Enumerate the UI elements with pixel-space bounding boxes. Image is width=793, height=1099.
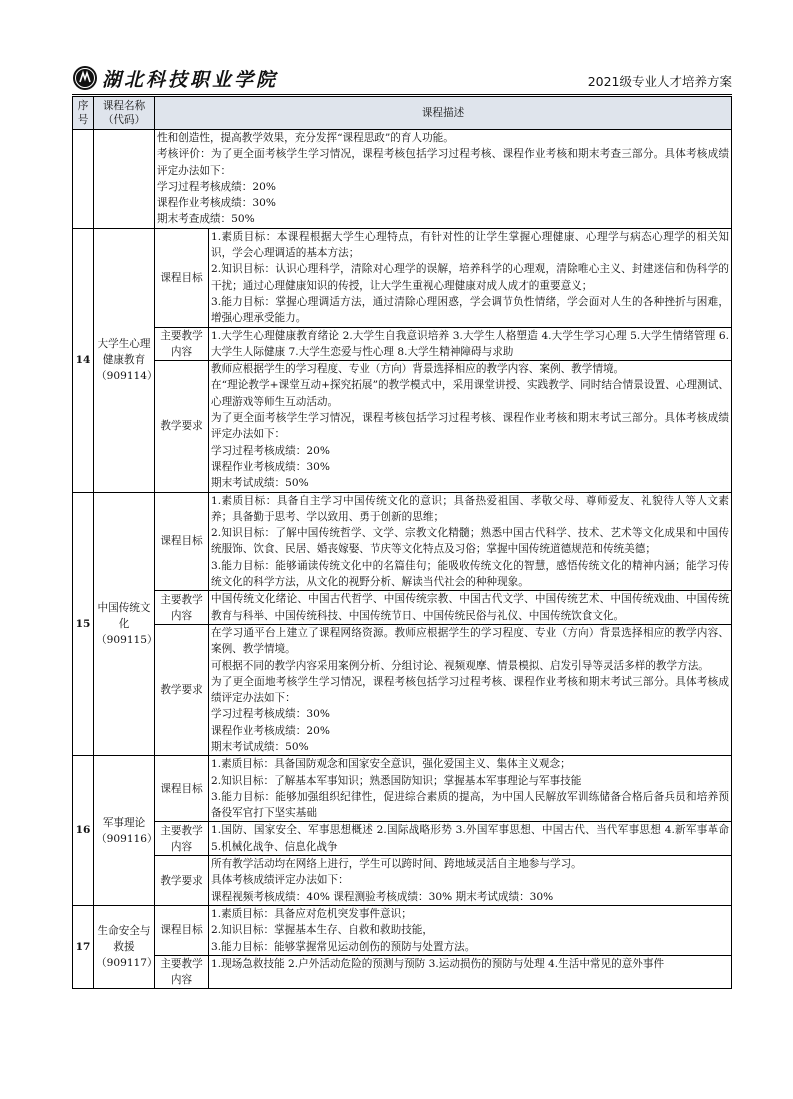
desc-line: 可根据不同的教学内容采用案例分析、分组讨论、视频观摩、情景模拟、启发引导等灵活多样的教学方法。 <box>211 659 709 672</box>
desc-line: 考核评价：为了更全面考核学生学习情况，课程考核包括学习过程考核、课程作业考核和期末考查三部分。具体考核成绩评定办法如下： <box>157 148 729 177</box>
desc-line: 2.知识目标：了解基本军事知识；熟悉国防知识；掌握基本军事理论与军事技能 <box>211 774 582 787</box>
desc-line: 课程视频考核成绩：40% 课程测验考核成绩：30% 期末考试成绩：30% <box>211 890 554 903</box>
school-logo <box>72 64 278 92</box>
row-label: 主要教学内容 <box>155 591 209 625</box>
course-name: 生命安全与救援 <box>97 924 151 953</box>
row-label: 课程目标 <box>155 228 209 327</box>
desc-line: 2.知识目标：了解中国传统哲学、文学、宗教文化精髓；熟悉中国古代科学、技术、艺术等文化成果和中国传统服饰、饮食、民居、婚丧嫁娶、节庆等文化特点及习俗；掌握中国传统道德规范和传统美德； <box>211 527 729 556</box>
row-desc <box>209 624 732 755</box>
row-label: 主要教学内容 <box>155 327 209 361</box>
desc-line: 1.国防、国家安全、军事思想概述 2.国际战略形势 3.外国军事思想、中国古代、当代军事思想 4.新军事革命 5.机械化战争、信息化战争 <box>211 824 729 853</box>
desc-line: 为了更全面考核学生学习情况，课程考核包括学习过程考核、课程作业考核和期末考试三部分。具体考核成绩评定办法如下： <box>211 412 729 441</box>
row-desc <box>209 856 732 906</box>
desc-line: 3.能力目标：能够掌握常见运动创伤的预防与处置方法。 <box>211 940 476 953</box>
table-row <box>73 955 732 988</box>
table-row <box>73 228 732 327</box>
desc-line: 在“理论教学+课堂互动+探究拓展”的教学模式中，采用课堂讲授、实践教学、同时结合情景设置、心理测试、心理游戏等师生互动活动。 <box>211 379 729 408</box>
page-header <box>72 64 732 94</box>
row-desc <box>209 905 732 955</box>
desc-line: 学习过程考核成绩：20% <box>211 444 330 457</box>
course-number: 15 <box>73 492 94 756</box>
desc-line: 1.大学生心理健康教育绪论 2.大学生自我意识培养 3.大学生人格塑造 4.大学生学习心理 5.大学生情绪管理 6.大学生人际健康 7.大学生恋爱与性心理 8.大学生精神障碍与求助 <box>211 329 729 358</box>
row-desc <box>209 361 732 492</box>
course-code: （909116） <box>96 832 158 845</box>
desc-line: 教师应根据学生的学习程度、专业（方向）背景选择相应的教学内容、案例、教学情境。 <box>211 363 625 376</box>
desc-line: 3.能力目标：能够加强组织纪律性，促进综合素质的提高，为中国人民解放军训练储备合格后备兵员和培养预备役军官打下坚实基础 <box>211 790 729 820</box>
desc-line: 中国传统文化绪论、中国古代哲学、中国传统宗教、中国古代文学、中国传统艺术、中国传统戏曲、中国传统教育与科举、中国传统科技、中国传统节日、中国传统民俗与礼仪、中国传统饮食文化。 <box>211 593 729 622</box>
header-rule <box>72 94 732 95</box>
row-desc <box>209 756 732 822</box>
table-row <box>73 822 732 856</box>
table-body <box>73 130 732 989</box>
desc-line: 3.能力目标：能够诵读传统文化中的名篇佳句；能吸收传统文化的智慧，感悟传统文化的精神内涵；能学习传统文化的科学方法，从文化的视野分析、解读当代社会的种种现象。 <box>211 559 729 589</box>
course-number: 17 <box>73 905 94 988</box>
course-number: 14 <box>73 228 94 492</box>
table-row <box>73 130 732 229</box>
row-label: 教学要求 <box>155 856 209 906</box>
desc-line: 1.素质目标：本课程根据大学生心理特点，有针对性的让学生掌握心理健康、心理学与病态心理学的相关知识，学会心理调适的基本方法； <box>211 230 729 260</box>
row-label: 教学要求 <box>155 624 209 755</box>
row-label: 课程目标 <box>155 756 209 822</box>
row-label: 主要教学内容 <box>155 955 209 988</box>
row-label: 课程目标 <box>155 905 209 955</box>
desc-line: 学习过程考核成绩：20% <box>157 180 276 193</box>
table-row <box>73 856 732 906</box>
desc-line: 学习过程考核成绩：30% <box>211 708 330 721</box>
desc-line: 2.知识目标：认识心理科学，清除对心理学的误解，培养科学的心理观，清除唯心主义、封建迷信和伪科学的干扰；通过心理健康知识的传授，让大学生重视心理健康对成人成才的重要意义； <box>211 263 729 292</box>
desc-line: 课程作业考核成绩：30% <box>211 460 330 473</box>
header-no: 序号 <box>73 97 94 130</box>
continuation-desc <box>155 130 732 229</box>
desc-line: 3.能力目标：掌握心理调适方法，通过清除心理困惑，学会调节负性情绪，学会面对人生的各种挫折与困难，增强心理承受能力。 <box>211 295 729 325</box>
row-desc <box>209 591 732 625</box>
course-name-cell <box>94 492 158 756</box>
desc-line: 课程作业考核成绩：20% <box>211 724 330 737</box>
table-header-row <box>73 97 732 130</box>
course-name: 中国传统文化 <box>97 601 151 630</box>
course-name-cell <box>94 228 158 492</box>
school-emblem-icon <box>72 65 98 91</box>
cell-name-empty <box>94 130 155 229</box>
course-table <box>72 96 732 989</box>
row-desc <box>209 492 732 591</box>
table-row <box>73 591 732 625</box>
table-row <box>73 624 732 755</box>
row-desc <box>209 955 732 988</box>
desc-line: 期末考试成绩：50% <box>211 740 309 753</box>
desc-line: 为了更全面地考核学生学习情况，课程考核包括学习过程考核、课程作业考核和期末考试三部分。具体考核成绩评定办法如下： <box>211 675 729 705</box>
cell-no-empty <box>73 130 94 229</box>
table-row <box>73 327 732 361</box>
course-name: 军事理论 <box>102 816 146 829</box>
desc-line: 1.素质目标：具备国防观念和国家安全意识，强化爱国主义、集体主义观念； <box>211 758 571 771</box>
desc-line: 期末考查成绩：50% <box>157 213 255 226</box>
table-row <box>73 492 732 591</box>
desc-line: 2.知识目标：掌握基本生存、自救和救助技能， <box>211 924 433 937</box>
table-row <box>73 756 732 822</box>
course-name-cell <box>94 756 158 906</box>
course-code: （909117） <box>96 956 158 969</box>
course-name: 大学生心理健康教育 <box>97 338 151 367</box>
desc-line: 在学习通平台上建立了课程网络资源。教师应根据学生的学习程度、专业（方向）背景选择相应的教学内容、案例、教学情境。 <box>211 626 729 656</box>
desc-line: 所有教学活动均在网络上进行，学生可以跨时间、跨地域灵活自主地参与学习。 <box>211 858 582 871</box>
table-row <box>73 905 732 955</box>
row-desc <box>209 822 732 856</box>
desc-line: 课程作业考核成绩：30% <box>157 197 276 210</box>
row-label: 教学要求 <box>155 361 209 492</box>
course-code: （909115） <box>96 633 158 646</box>
desc-line: 具体考核成绩评定办法如下： <box>211 874 349 887</box>
course-number: 16 <box>73 756 94 906</box>
course-code: （909114） <box>96 370 158 383</box>
desc-line: 1.素质目标：具备应对危机突发事件意识； <box>211 907 412 920</box>
row-label: 主要教学内容 <box>155 822 209 856</box>
header-desc: 课程描述 <box>155 97 732 130</box>
desc-line: 性和创造性，提高教学效果，充分发挥“课程思政”的育人功能。 <box>157 132 454 144</box>
school-name: 湖北科技职业学院 <box>102 68 279 91</box>
row-desc <box>209 327 732 361</box>
header-name: 课程名称（代码） <box>94 97 155 130</box>
desc-line: 1.现场急救技能 2.户外活动危险的预测与预防 3.运动损伤的预防与处理 4.生活中常见的意外事件 <box>211 957 665 970</box>
table-row <box>73 361 732 492</box>
row-desc <box>209 228 732 327</box>
row-label: 课程目标 <box>155 492 209 591</box>
desc-line: 期末考试成绩：50% <box>211 477 309 490</box>
course-name-cell <box>94 905 158 988</box>
desc-line: 1.素质目标：具备自主学习中国传统文化的意识；具备热爱祖国、孝敬父母、尊师爱友、礼貌待人等人文素养；具备勤于思考、学以致用、勇于创新的思维； <box>211 494 729 523</box>
document-title: 2021级专业人才培养方案 <box>587 74 732 89</box>
